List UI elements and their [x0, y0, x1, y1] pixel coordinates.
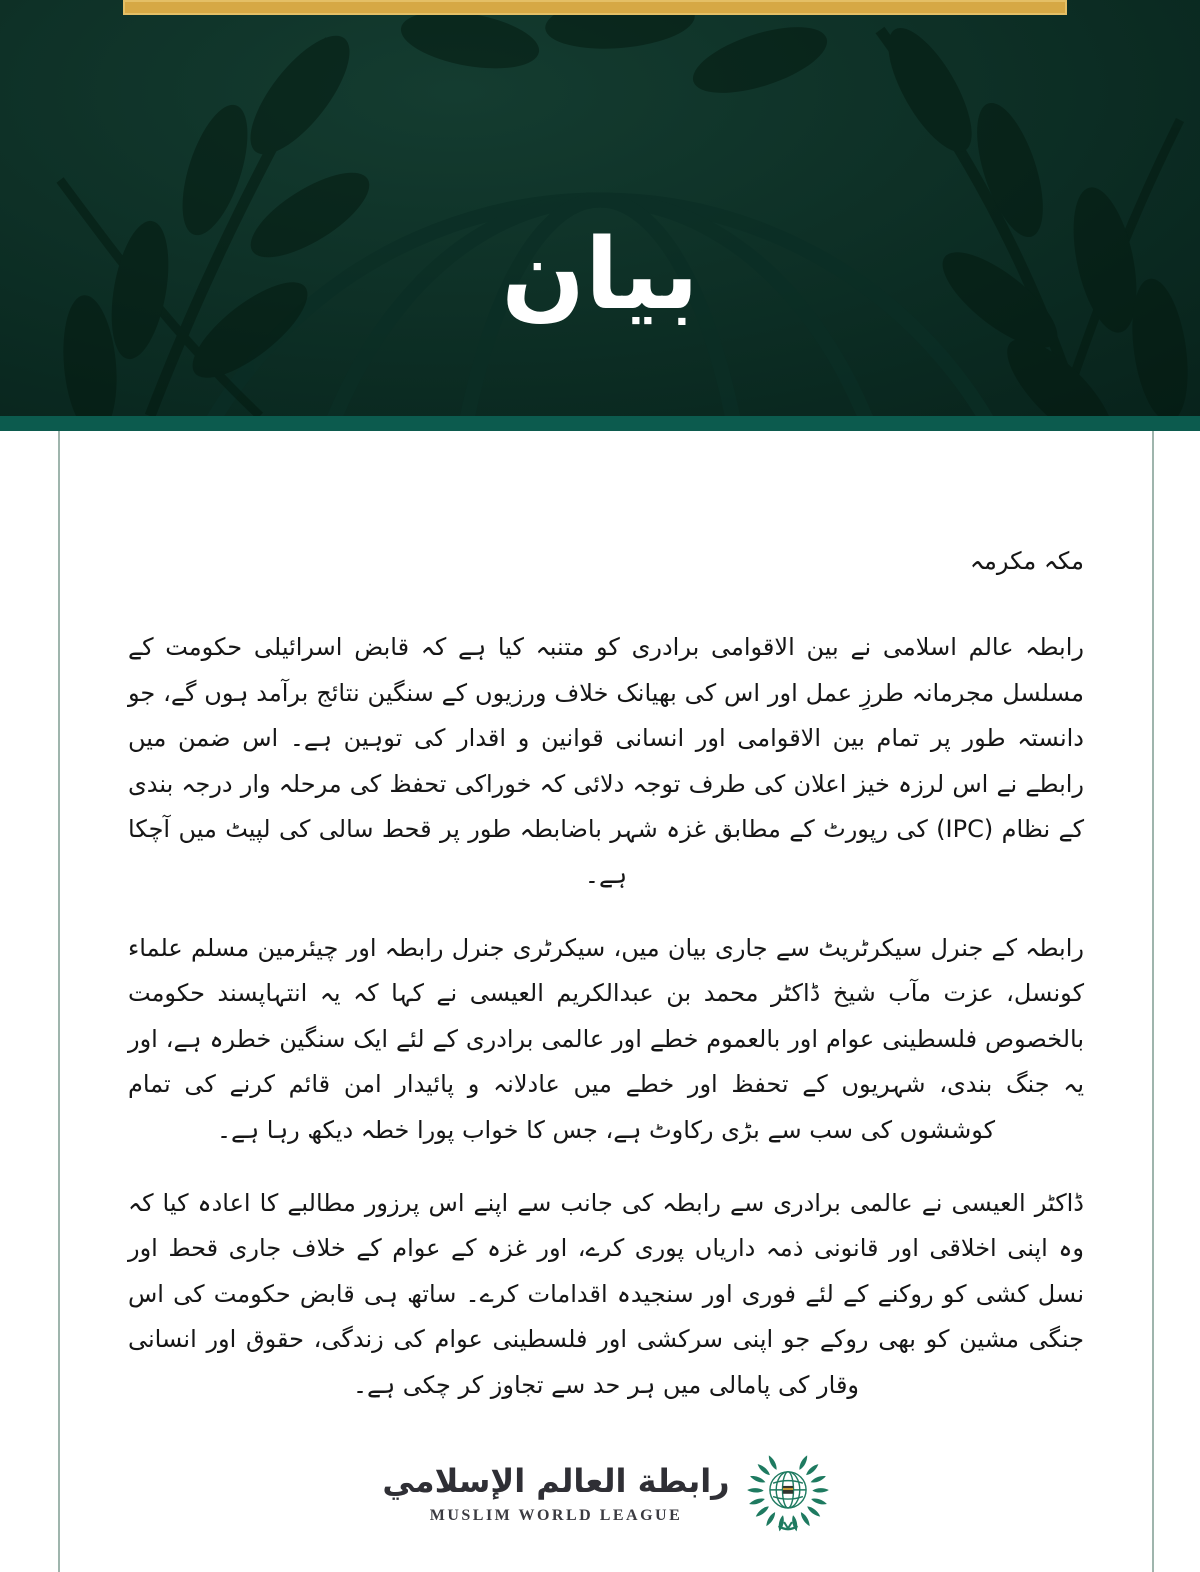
mwl-arabic-calligraphy: رابطة العالم الإسلامي	[382, 1461, 730, 1500]
kaaba-icon	[782, 1485, 792, 1493]
mwl-logo-text	[382, 1460, 729, 1525]
mwl-logo	[128, 1449, 1084, 1537]
laurel-globe-watermark-icon	[0, 0, 1200, 416]
laurel-branch-top-watermark-icon	[397, 0, 835, 106]
statement-title: بیان	[501, 218, 699, 332]
statement-card	[58, 431, 1154, 1572]
statement-paragraph-1: رابطہ عالم اسلامی نے بین الاقوامی برادری کو متنبہ کیا ہے کہ قابض اسرائیلی حکومت کے مسلسل مجرمانہ طرزِ عمل اور اس کی بھیانک خلاف ورزیوں کے سنگین نتائج برآمد ہوں گے، جو دانستہ طور پر تمام بین الاقوامی اور انسانی قوانین و اقدار کی توہین ہے۔ اس ضمن میں رابطے نے اس لرزہ خیز اعلان کی طرف توجہ دلائی کہ خوراکی تحفظ کی مرحلہ وار درجہ بندی کے نظام (IPC) کی رپورٹ کے مطابق غزہ شہر باضابطہ طور پر قحط سالی کی لپیٹ میں آچکا ہے۔	[128, 633, 1084, 889]
dateline: مکہ مکرمہ	[969, 547, 1084, 575]
gold-accent-bar	[123, 0, 1067, 15]
statement-paragraph-2: رابطہ کے جنرل سیکرٹریٹ سے جاری بیان میں، سیکرٹری جنرل رابطہ اور چیئرمین مسلم علماء کونسل، عزت مآب شیخ ڈاکٹر محمد بن عبدالکریم العیسی نے کہا کہ یہ انتہاپسند حکومت بالخصوص فلسطینی عوام اور بالعموم خطے اور عالمی برادری کے لئے ایک سنگین خطرہ ہے، اور یہ جنگ بندی، شہریوں کے تحفظ اور خطے میں عادلانہ و پائیدار امن قائم کرنے کی تمام کوششوں کی سب سے بڑی رکاوٹ ہے، جس کا خواب پورا خطہ دیکھ رہا ہے۔	[128, 933, 1084, 1144]
statement-paragraph-3: ڈاکٹر العیسی نے عالمی برادری سے رابطہ کی جانب سے اپنے اس پرزور مطالبے کا اعادہ کیا کہ وہ اپنی اخلاقی اور قانونی ذمہ داریاں پوری کرے، اور غزہ کے عوام کے خلاف جاری قحط اور نسل کشی کو روکنے کے لئے فوری اور سنجیدہ اقدامات کرے۔ ساتھ ہی قابض حکومت کی اس جنگی مشین کو بھی روکے جو اپنی سرکشی اور فلسطینی عوام کی زندگی، حقوق اور انسانی وقار کی پامالی میں ہر حد سے تجاوز کر چکی ہے۔	[128, 1188, 1084, 1399]
header-divider-band	[0, 416, 1200, 431]
statement-body	[128, 625, 1084, 1409]
mwl-emblem-icon	[746, 1449, 830, 1537]
statement-header	[0, 0, 1200, 416]
mwl-wordmark: MUSLIM WORLD LEAGUE	[429, 1507, 683, 1525]
